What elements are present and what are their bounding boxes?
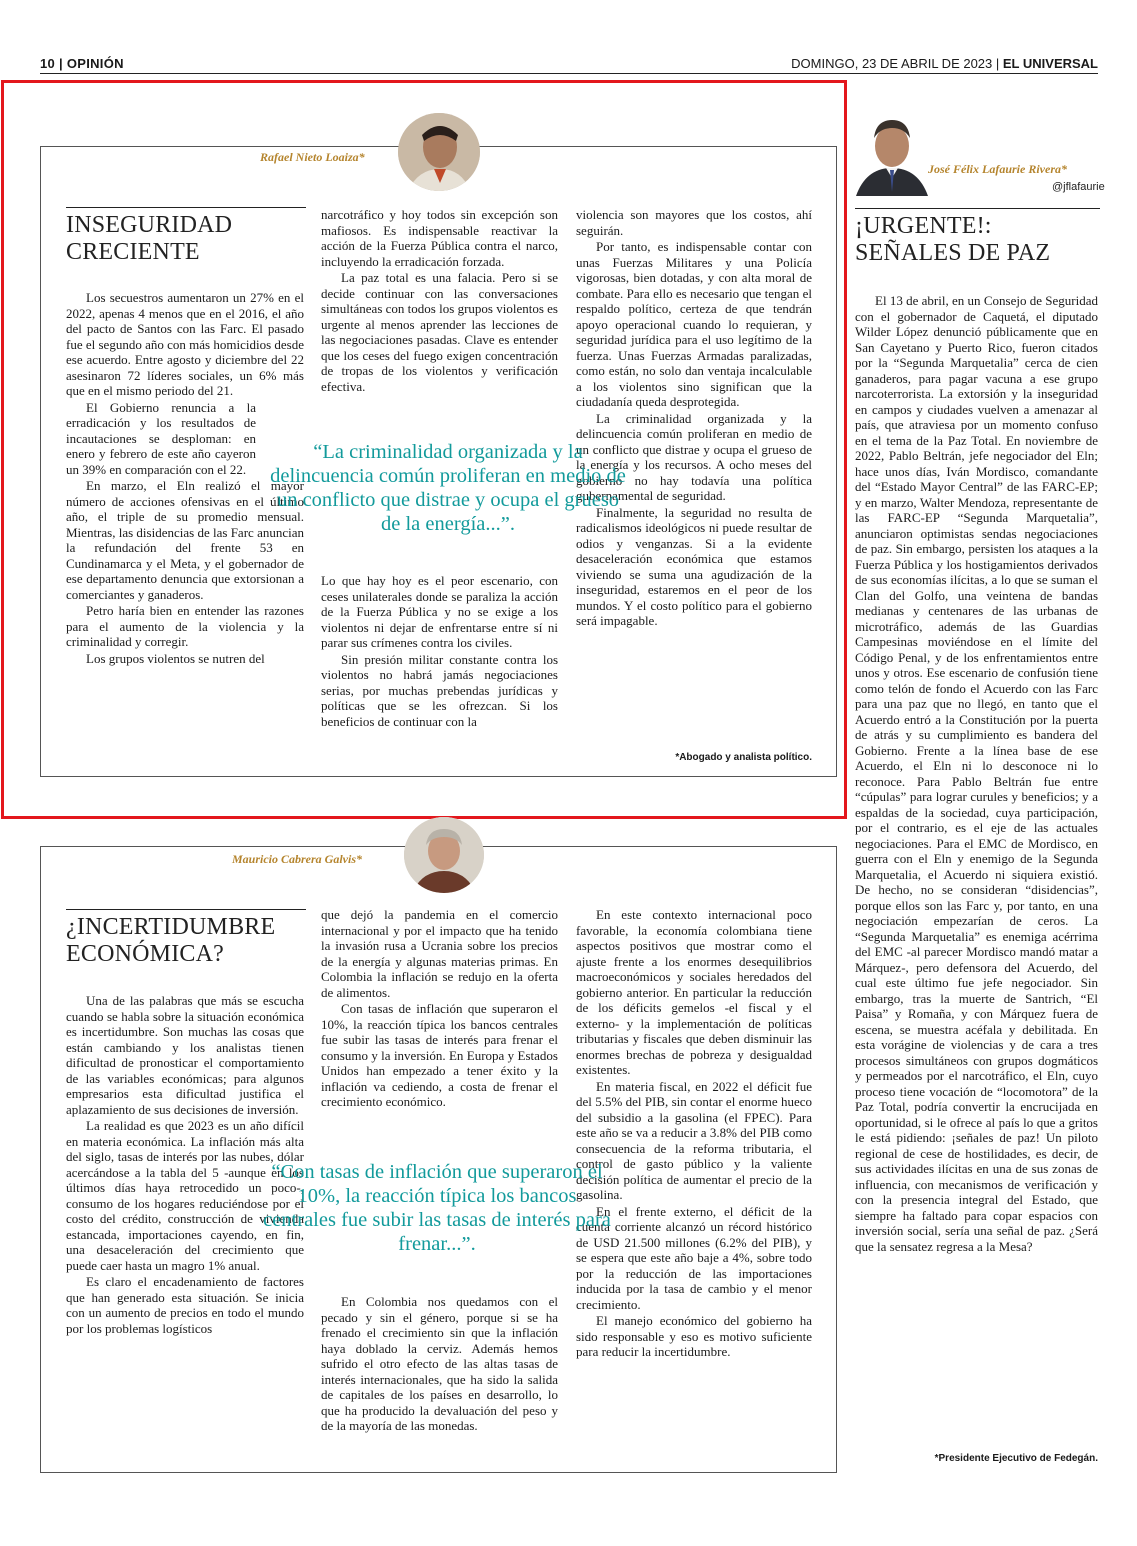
issue-date: DOMINGO, 23 DE ABRIL DE 2023 |: [791, 56, 1000, 71]
title-line: ¡URGENTE!:: [855, 213, 992, 239]
paragraph: Una de las palabras que más se escucha cuando se habla sobre la situación económica es incertidumbre. Son muchas las cosas que están cambiando y los analistas tienen dificultad de pronosticar el comportamiento de las variables económicas; para algunos empresarios esta dificultad justifica el aplazamiento de sus decisiones de inversión.: [66, 993, 304, 1117]
page-header: [40, 54, 1098, 74]
paragraph: La criminalidad organizada y la delincuencia común proliferan en medio de un conflicto que distrae y ocupa el grueso de la energía y los recursos. A ocho meses del gobierno no hay todavía una política gubernamental de seguridad.: [576, 410, 812, 503]
article-column-body: [855, 293, 1098, 1255]
date-line: [791, 56, 1098, 71]
paragraph: En este contexto internacional poco favorable, la economía colombiana tiene aspectos positivos que mostrar como el ajuste frente a los enormes desequilibrios macroeconómicos y sociales heredados del gobierno anterior. En particular la reducción de los déficits gemelos -el fiscal y el externo- y la implementación de políticas tributarias y fiscales que deben disminuir las enormes brechas de pobreza y desigualdad existentes.: [576, 907, 812, 1077]
author-name: Mauricio Cabrera Galvis*: [232, 852, 363, 866]
title-line: ECONÓMICA?: [66, 941, 224, 967]
article-column-2-top: [321, 907, 558, 1111]
paragraph: En materia fiscal, en 2022 el déficit fue del 5.5% del PIB, sin contar el enorme hueco del subsidio a la gasolina (el FPEC). Para este año se va a reducir a 3.8% del PIB como consecuencia de la reforma tributaria, el control de gasto público y la valiente decisión política de aumentar el precio de la gasolina.: [576, 1078, 812, 1202]
paragraph: narcotráfico y hoy todos sin excepción son mafiosos. Es indispensable reactivar la acción de la Fuerza Pública contra el narco, incluyendo la erradicación forzada.: [321, 207, 558, 269]
paragraph: En marzo, el Eln realizó el mayor número de acciones ofensivas en el último año, el triple de su promedio mensual. Mientras, las disidencias de las Farc anuncian la refundación del frente 53 en Cundinamarca y el Meta, y el gobernador de ese departamento denuncia que extorsionan a comerciantes y ganaderos.: [66, 478, 304, 602]
paragraph: Los secuestros aumentaron un 27% en el 2022, apenas 4 menos que en el 2016, el año del pacto de Santos con las Farc. El pasado fue el segundo año con más homicidios desde ese acuerdo. Entre agosto y diciembre del 22 asesinaron 72 líderes sociales, un 6% más que en el mismo periodo del 21.: [66, 290, 304, 398]
author-handle: @jflafaurie: [1052, 181, 1105, 193]
title-line: INSEGURIDAD: [66, 212, 233, 238]
author-footnote: *Presidente Ejecutivo de Fedegán.: [934, 1453, 1098, 1464]
section-label: 10 | OPINIÓN: [40, 56, 124, 71]
title-line: ¿INCERTIDUMBRE: [66, 914, 276, 940]
title-line: SEÑALES DE PAZ: [855, 240, 1051, 266]
author-photo-rafael-nieto: [398, 113, 480, 191]
paragraph: La realidad es que 2023 es un año difícil en materia económica. La inflación más alta del siglo, tasas de interés por las nubes, dólar acercándose a la tabla del 5 -aunque en los últimos días haya retrocedido un poco-, consumo de los hogares reduciéndose por el costo del crédito, construcción de vivienda estancada, importaciones cayendo, en fin, una desaceleración del crecimiento que puede caer hasta un magro 1% anual.: [66, 1118, 304, 1273]
author-photo-mauricio-cabrera: [404, 817, 484, 893]
paragraph: Es claro el encadenamiento de factores que han generado esta situación. Se inicia con un aumento de precios en todo el mundo por los problemas logísticos: [66, 1274, 304, 1336]
paragraph: Petro haría bien en entender las razones para el aumento de la violencia y la criminalidad y corregir.: [66, 603, 304, 649]
article-title: [66, 909, 306, 968]
paragraph: El Gobierno renuncia a la erradicación y los resultados de incautaciones se desploman: en enero y febrero de este año cayeron un 39% en comparación con el 22.: [66, 399, 256, 477]
paragraph: Por tanto, es indispensable contar con unas Fuerzas Militares y una Policía vigorosas, bien dotadas, y con alta moral de combate. Para ello es necesario que tengan el respaldo político, certeza de que tendrán apoyo operacional cuando lo requieran, y seguridad jurídica para el uso legítimo de la fuerza. Unas Fuerzas Armadas paralizadas, como están, no solo dan ventaja incalculable a los violentos sino significan que la ciudadanía queda desprotegida.: [576, 239, 812, 409]
pull-quote: “Con tasas de inflación que superaron el 10%, la reacción típica los bancos centrales fue subir las tasas de interés para frenar...”.: [263, 1161, 611, 1255]
author-name: Rafael Nieto Loaiza*: [260, 150, 365, 164]
paragraph: Los grupos violentos se nutren del: [86, 650, 265, 666]
title-line: CRECIENTE: [66, 239, 200, 265]
paragraph: El 13 de abril, en un Consejo de Seguridad con el gobernador de Caquetá, el diputado Wilder López denunció públicamente que en San Cayetano y Puerto Rico, fueron citados por la “Segunda Marquetalia” cerca de cien ganaderos, para pagar vacuna a ese grupo narcoterrorista. La extorsión y la inseguridad en campos y ciudades vuelven a amenazar al país, que atraviesa por un momento confuso en el tema de la Paz Total. En noviembre de 2022, Pablo Beltrán, jefe negociador del Eln; hace unos días, Iván Mordisco, comandante del “Estado Mayor Central” de las FARC-EP; y en marzo, Walter Mendoza, representante de las FARC-EP “Segunda Marquetalia”, anunciaron optimistas sendas negociaciones de paz. Sin embargo, persisten los ataques a la Fuerza Pública y los hostigamientos derivados de sus economías ilícitas, a lo que se suman el Clan del Golfo, una veintena de bandas medianas y centenares de las urbanas de microtráfico, además de las Guardias Campesinas moviéndose en el límite del Código Penal, y de los enfrentamientos entre unos y otros. Ese escenario de confusión tiene como telón de fondo el Acuerdo con las Farc para una paz que no llegó, en tanto que el Acuerdo entró a la Constitución por la puerta de atrás y su cumplimiento es bandera del Gobierno. Frente a la línea base de ese Acuerdo, el Eln ni lo desconoce ni lo reconoce. Para Pablo Beltrán fue entre “cúpulas” para lograr curules y beneficios; y a espaldas de la sociedad, cuya participación, por el contrario, es el eje de las actuales negociaciones. Para el EMC de Mordisco, en guerra con el Eln y enemigo de la Segunda Marquetalia, el Acuerdo ni siquiera existió. De hecho, no se consideran “disidencias”, porque ellos son las Farc y, por tanto, en una negociación empezarían de ceros. La “Segunda Marquetalia” es enemiga acérrima del EMC -al parecer Mordisco mandó matar a Márquez-, pero defensora del Acuerdo, del cual este último fue jefe negociador. Sin embargo, tras la muerte de Santrich, “El Paisa” y Romaña, y con Márquez fuera de escena, se muestra acéfala y debilitada. En esta vorágine de violencias y de cara a tres procesos simultáneos con grupos dogmáticos y permeados por el narcotráfico, el Eln, cuyo proceso tiene vocación de “locomotora” de la Paz Total, podría convertir la encrucijada en oportunidad, si le ofrece al país lo que a gritos le está pidiendo: ¡señales de paz! Un piloto regional de cese de hostilidades, es decir, de sus actividades ilícitas en una de sus zonas de influencia, con mecanismos de verificación y con la presencia integral del Estado, que siempre ha faltado para copar espacios con inversión social, sería una señal de paz. ¿Será que la sensatez regresa a la Mesa?: [855, 293, 1098, 1254]
paragraph: Con tasas de inflación que superaron el 10%, la reacción típica los bancos centrales fue subir las tasas de interés para frenar el consumo y la inversión. En Europa y Estados Unidos han empezado a tener éxito y la inflación va cediendo, a costa de frenar el crecimiento económico.: [321, 1001, 558, 1109]
article-column-3: [576, 907, 812, 1361]
article-column-2-bottom: [321, 573, 558, 730]
paragraph: violencia son mayores que los costos, ahí seguirán.: [576, 207, 812, 238]
paragraph: En el frente externo, el déficit de la cuenta corriente alcanzó un récord histórico de USD 21.500 millones (6.2% del PIB), y se espera que este año baje a 4%, sobre todo por la reducción de las importaciones inducida por la tasa de cambio y el menor crecimiento.: [576, 1203, 812, 1312]
newspaper-name: EL UNIVERSAL: [1002, 56, 1098, 71]
article-title: [66, 207, 306, 266]
article-column-2-top: [321, 207, 558, 395]
author-name: José Félix Lafaurie Rivera*: [928, 162, 1067, 176]
paragraph: Finalmente, la seguridad no resulta de radicalismos ideológicos ni puede resultar de odios y venganzas. Si a la evidente desaceleración económica que estamos viviendo se suma una agudización de la inseguridad, estaremos en el peor de los mundos. Y el costo político para el gobierno será impagable.: [576, 504, 812, 628]
paragraph: En Colombia nos quedamos con el pecado y sin el género, porque si se ha frenado el crecimiento sin que la inflación haya doblado la cerviz. Además hemos sufrido el otro efecto de las altas tasas de interés internacionales, que ha sido la salida de capitales de los países en desarrollo, lo que ha producido la devaluación del peso y de la mayoría de las monedas.: [321, 1294, 558, 1433]
article-title: [855, 208, 1100, 267]
paragraph: Sin presión militar constante contra los violentos no habrá jamás negociaciones serias, por muchas prebendas jurídicas y políticas que se les ofrezcan. Si los beneficios de continuar con la: [321, 651, 558, 729]
article-column-1: [66, 290, 304, 667]
article-column-3: [576, 207, 812, 630]
pull-quote: “La criminalidad organizada y la delincuencia común proliferan en medio de un conflicto que distrae y ocupa el grueso de la energía...”.: [270, 441, 626, 535]
author-footnote: *Abogado y analista político.: [675, 752, 812, 763]
paragraph: que dejó la pandemia en el comercio internacional y por el impacto que ha tenido la invasión rusa a Ucrania sobre los precios de la energía y algunas materias primas. En Colombia la inflación se redujo en la oferta de alimentos.: [321, 907, 558, 1000]
article-column-2-bottom: [321, 1294, 558, 1435]
paragraph: Lo que hay hoy es el peor escenario, con ceses unilaterales donde se paraliza la acción de la Fuerza Pública y no se exige a los violentos ni dejar de enfrentarse entre sí ni parar sus crímenes contra los civiles.: [321, 573, 558, 650]
paragraph: El manejo económico del gobierno ha sido responsable y eso es motivo suficiente para reducir la incertidumbre.: [576, 1313, 812, 1359]
author-photo-jose-felix-lafaurie: [852, 106, 932, 196]
paragraph: La paz total es una falacia. Pero si se decide continuar con las conversaciones simultáneas con todos los grupos violentos es urgente al menos aprender las lecciones de las negociaciones pasadas. Clave es entender que los ceses del fuego exigen concentración de tropas de los violentos y verificación efectiva.: [321, 270, 558, 394]
